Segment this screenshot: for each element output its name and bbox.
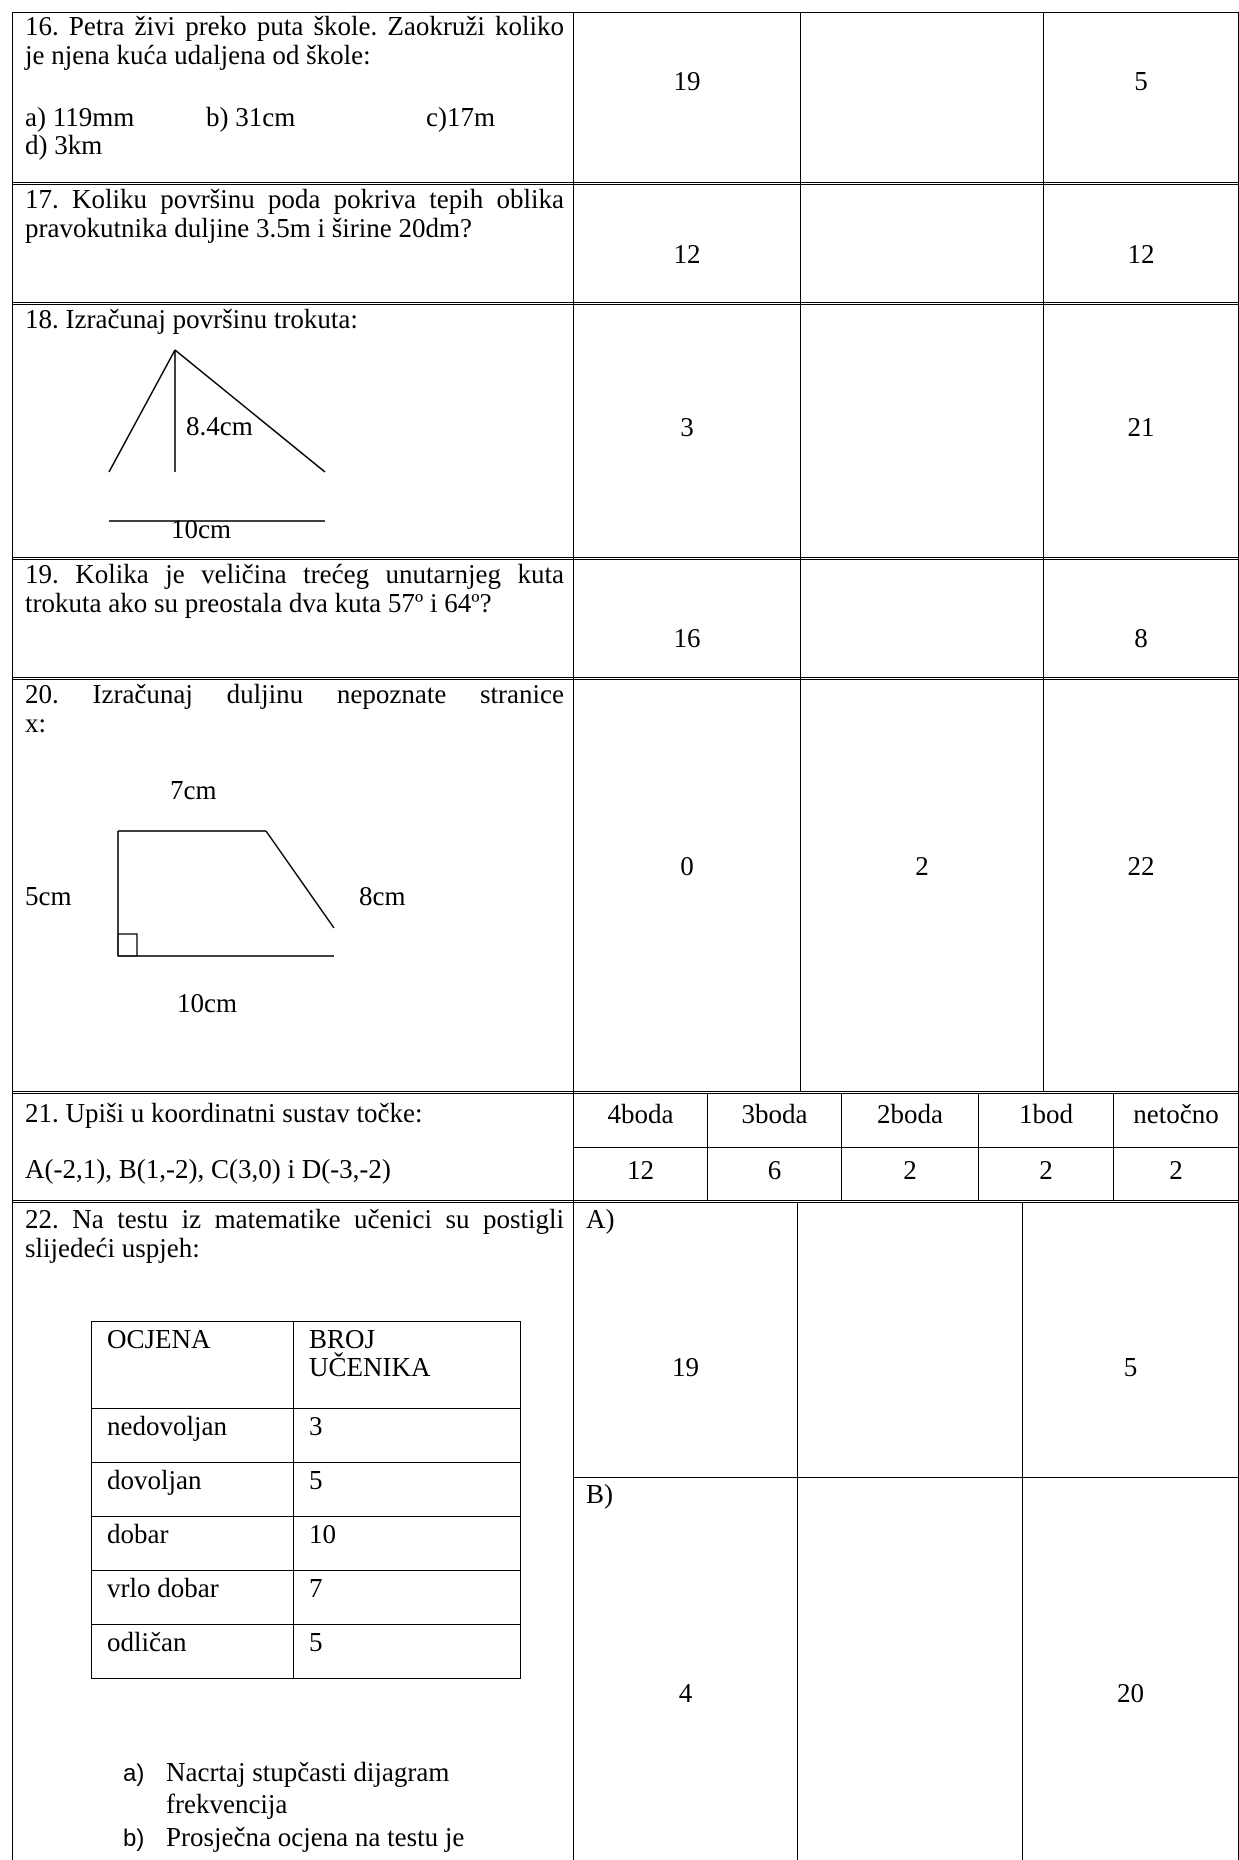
task-b-text: Prosječna ocjena na testu je — [166, 1822, 465, 1852]
question-20-value-2: 2 — [915, 851, 929, 881]
part-b-value-2: 20 — [1117, 1678, 1144, 1708]
score-header-3boda: 3boda — [741, 1099, 808, 1129]
grade-row-count: 7 — [309, 1573, 323, 1603]
score-value-3boda: 6 — [767, 1155, 782, 1185]
part-b-label: B) — [586, 1479, 613, 1509]
question-21-points: A(-2,1), B(1,-2), C(3,0) i D(-3,-2) — [25, 1154, 391, 1184]
grade-row-label: dovoljan — [107, 1465, 202, 1495]
score-header-2boda: 2boda — [877, 1099, 943, 1129]
question-16-value-2: 5 — [1134, 66, 1148, 96]
score-header-netocno: netočno — [1133, 1099, 1219, 1129]
trapezoid-right-label: 8cm — [359, 881, 406, 911]
question-16-option-a: a) 119mm — [25, 102, 135, 132]
part-a-value-1: 19 — [672, 1352, 699, 1382]
part-a-label: A) — [586, 1204, 615, 1234]
triangle-base-label: 10cm — [171, 514, 231, 544]
grade-table-header-grade: OCJENA — [107, 1324, 211, 1354]
question-19-text: 19. Kolika je veličina trećeg unutarnjeg kuta trokuta ako su preostala dva kuta 57º i 64º? — [25, 559, 564, 618]
question-16-option-b: b) 31cm — [206, 102, 296, 132]
question-20-text-line2: x: — [25, 708, 47, 738]
trapezoid-top-label: 7cm — [170, 775, 217, 805]
question-17-text: 17. Koliku površinu poda pokriva tepih oblika pravokutnika duljine 3.5m i širine 20dm? — [25, 184, 564, 243]
question-16-value-1: 19 — [673, 66, 701, 96]
grade-row-label: nedovoljan — [107, 1411, 227, 1441]
grade-row-count: 10 — [309, 1519, 336, 1549]
task-a-marker: a) — [123, 1760, 145, 1787]
question-17-value-1: 12 — [673, 239, 701, 269]
score-header-4boda: 4boda — [607, 1099, 674, 1129]
trapezoid-bottom-label: 10cm — [177, 988, 237, 1018]
task-a-text-line2: frekvencija — [166, 1789, 288, 1819]
grade-row-count: 3 — [309, 1411, 323, 1441]
question-20-text: 20. Izračunaj duljinu nepoznate stranice — [25, 679, 564, 709]
task-a-text-line1: Nacrtaj stupčasti dijagram — [166, 1757, 450, 1787]
part-a-value-2: 5 — [1123, 1352, 1138, 1382]
part-b-value-1: 4 — [678, 1678, 693, 1708]
triangle-height-label: 8.4cm — [186, 411, 253, 441]
question-20-value-3: 22 — [1127, 851, 1155, 881]
grade-row-label: odličan — [107, 1627, 187, 1657]
question-21-text: 21. Upiši u koordinatni sustav točke: — [25, 1098, 423, 1128]
question-16-option-c: c)17m — [426, 102, 495, 132]
grade-table-header-count: BROJ UČENIKA — [309, 1324, 431, 1383]
grade-row-label: dobar — [107, 1519, 169, 1549]
score-value-2boda: 2 — [903, 1155, 917, 1185]
grade-row-count: 5 — [309, 1627, 323, 1657]
question-22-text: 22. Na testu iz matematike učenici su postigli slijedeći uspjeh: — [25, 1204, 564, 1263]
grade-row-label: vrlo dobar — [107, 1573, 219, 1603]
score-value-4boda: 12 — [627, 1155, 654, 1185]
question-16-option-d: d) 3km — [25, 130, 103, 160]
question-18-value-1: 3 — [680, 412, 694, 442]
question-20-value-1: 0 — [680, 851, 694, 881]
task-b-marker: b) — [123, 1825, 145, 1852]
score-header-1bod: 1bod — [1019, 1099, 1073, 1129]
question-16-text: 16. Petra živi preko puta škole. Zaokruži koliko je njena kuća udaljena od škole: — [25, 11, 564, 70]
question-17-value-2: 12 — [1127, 239, 1155, 269]
score-value-netocno: 2 — [1169, 1155, 1183, 1185]
question-18-value-2: 21 — [1127, 412, 1155, 442]
question-19-value-2: 8 — [1134, 623, 1148, 653]
question-18-text: 18. Izračunaj površinu trokuta: — [25, 304, 358, 334]
grade-row-count: 5 — [309, 1465, 323, 1495]
score-value-1bod: 2 — [1039, 1155, 1053, 1185]
trapezoid-left-label: 5cm — [25, 881, 72, 911]
question-19-value-1: 16 — [673, 623, 701, 653]
